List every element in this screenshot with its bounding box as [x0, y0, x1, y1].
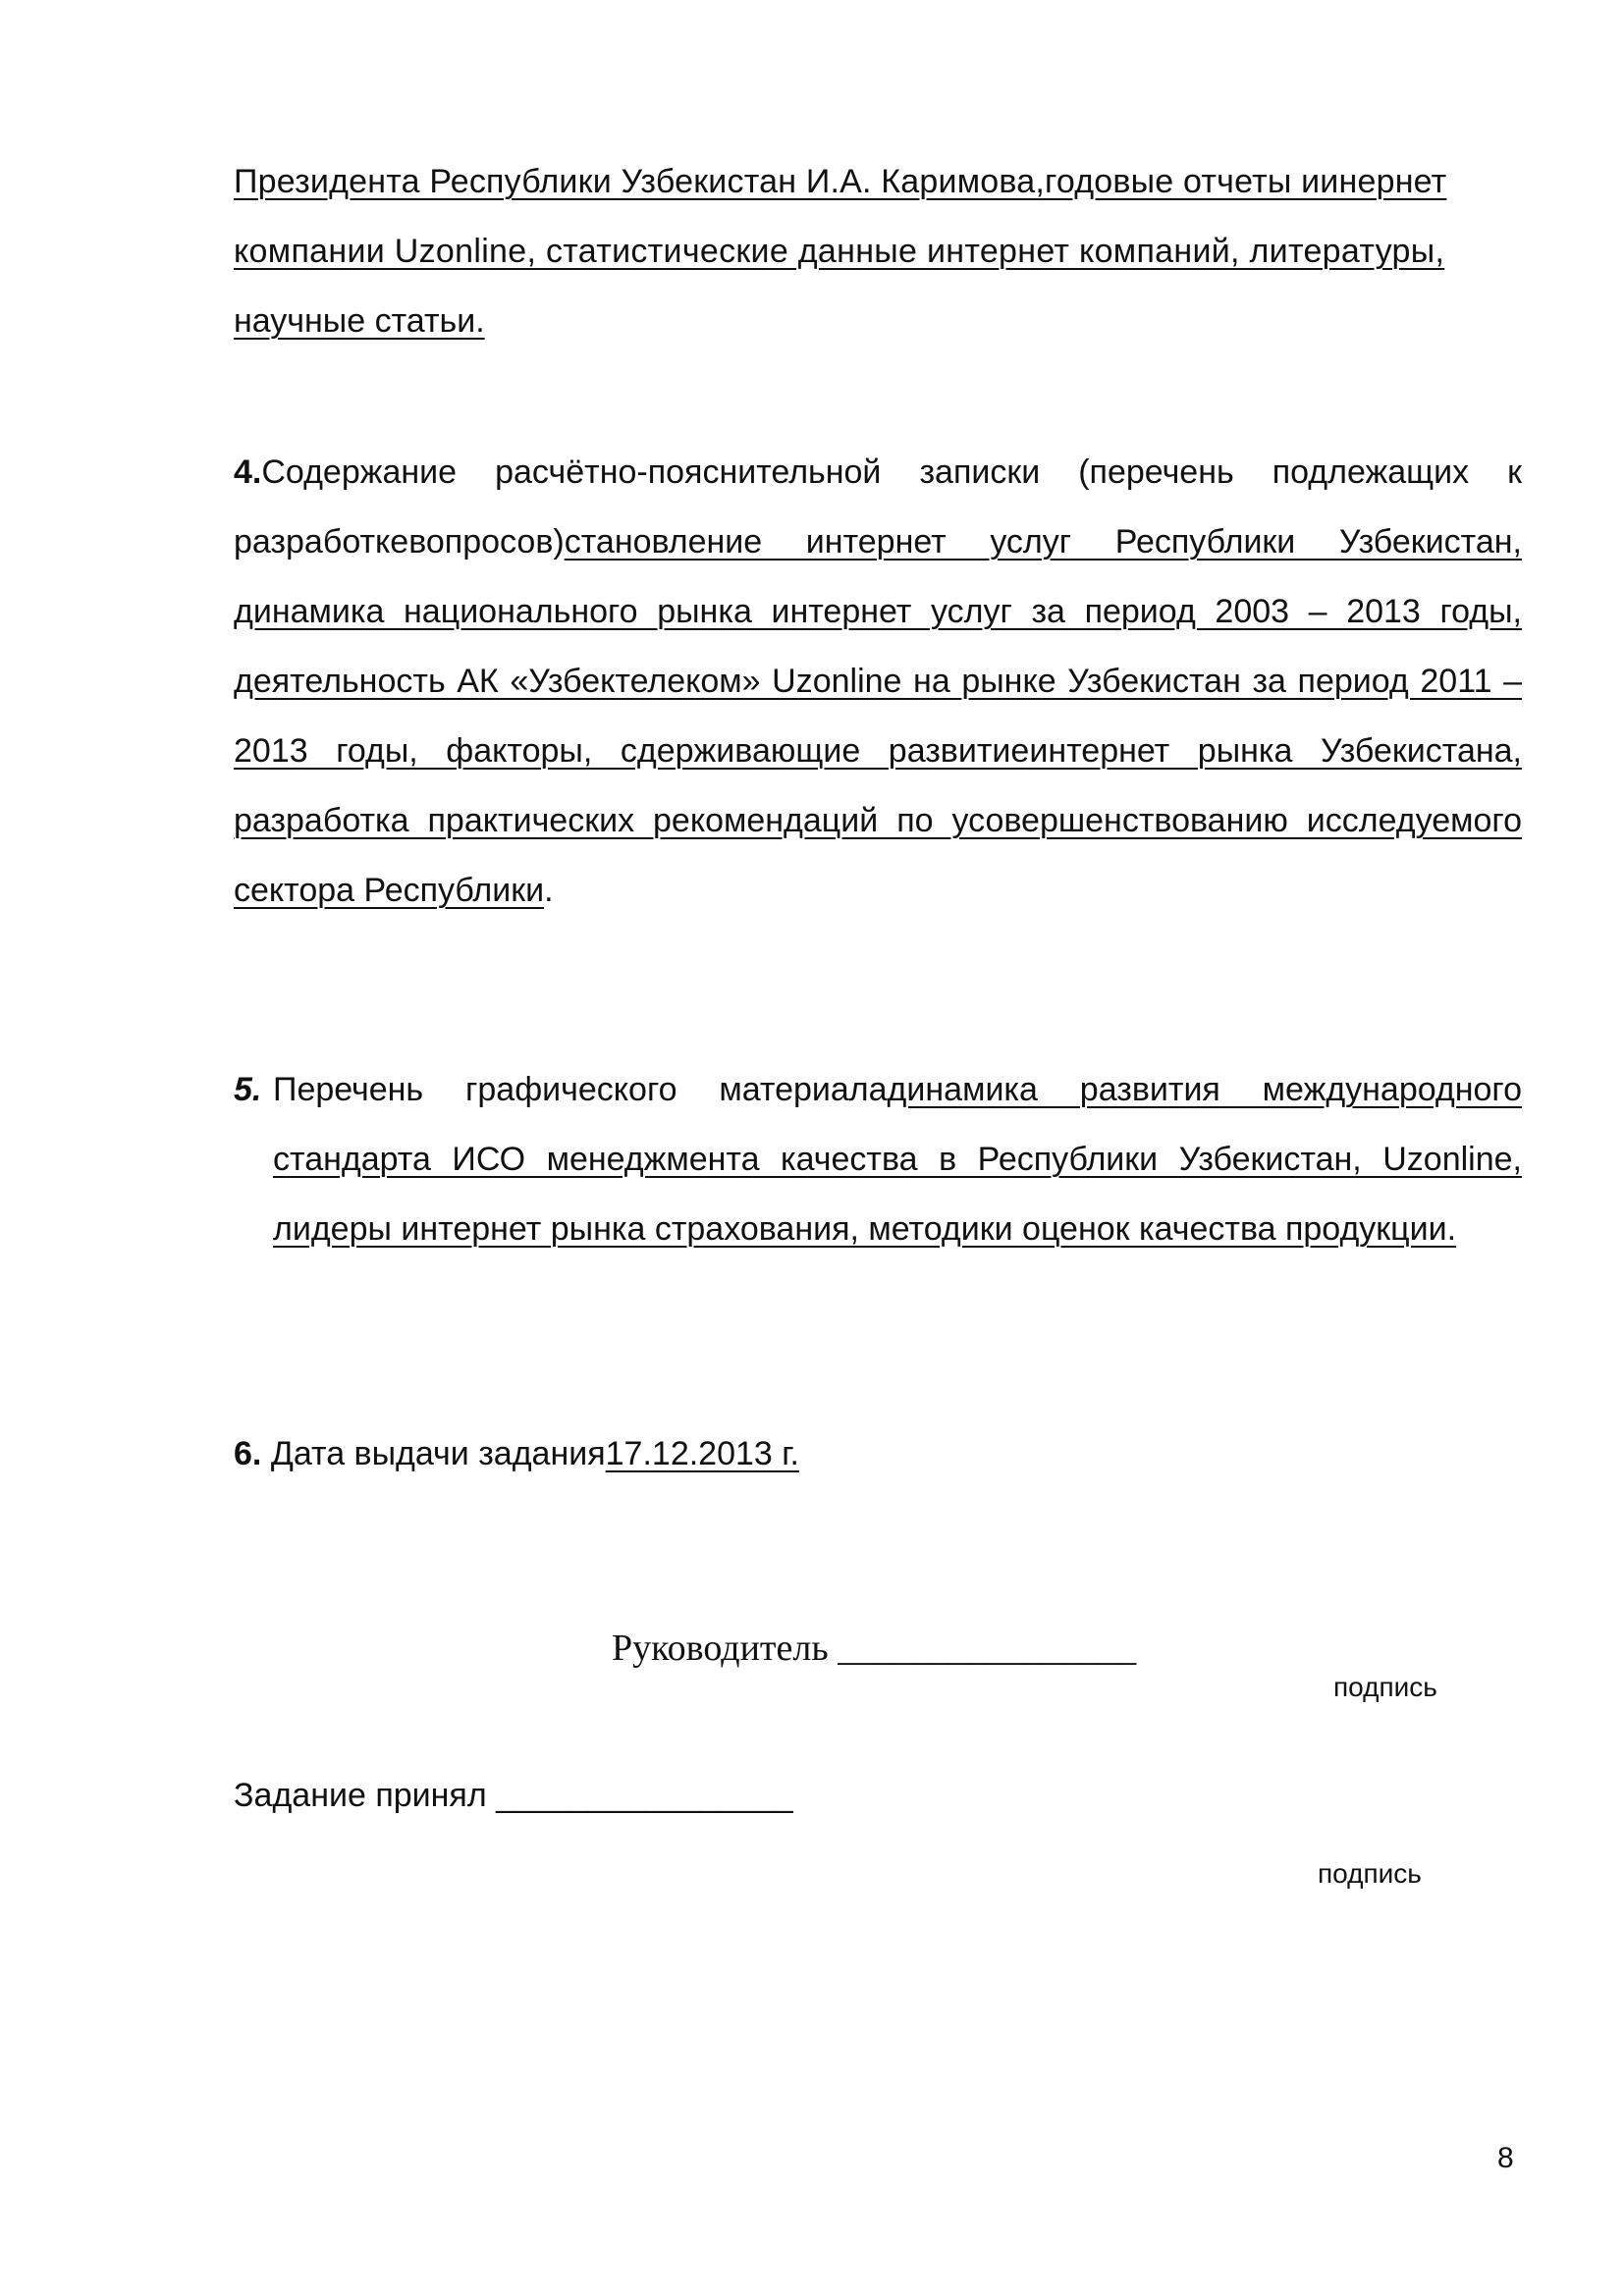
supervisor-caption: подпись: [1333, 1672, 1437, 1702]
supervisor-signature: [612, 1627, 1136, 1670]
section5: [234, 1055, 1522, 1264]
section5-number: 5.: [234, 1071, 262, 1108]
section6: [234, 1435, 799, 1473]
section4: [234, 438, 1522, 926]
section4-end: .: [544, 872, 554, 909]
section4-label: Содержание расчётно-пояснительной записки (перечень подлежащих к разработкевопросов): [234, 454, 1522, 561]
accepted-label: Задание принял: [234, 1777, 487, 1814]
accepted-blank: ________________: [496, 1777, 793, 1814]
issue-date: 17.12.2013 г.: [605, 1435, 799, 1472]
supervisor-label: Руководитель: [612, 1628, 829, 1669]
section5-content: динамика развития международного стандарта ИСО менеджмента качества в Республики Узбекистан, Uzonline, лидеры интернет рынка страхования, методики оценок качества продукции.: [273, 1071, 1522, 1248]
section4-number: 4.: [234, 454, 262, 491]
text-line: научные статьи.: [234, 302, 485, 340]
accepted-caption: подпись: [1318, 1858, 1422, 1889]
supervisor-blank: ________________: [838, 1628, 1137, 1669]
accepted-signature: [234, 1777, 793, 1815]
text-line: Президента Республики Узбекистан И.А. Каримова,годовые отчеты иинернет: [234, 163, 1447, 200]
section5-label: Перечень графического материала: [273, 1071, 888, 1108]
section4-content: становление интернет услуг Республики Узбекистан, динамика национального рынка интернет услуг за период 2003 – 2013 годы, деятельность АК «Узбектелеком» Uzonline на рынке Узбекистан за период 2011 – 2013 годы, факторы, сдерживающие развитиеинтернет рынка Узбекистана, разработка практических рекомендаций по усовершенствованию исследуемого сектора Республики: [234, 523, 1522, 909]
text-line: компании Uzonline, статистические данные интернет компаний, литературы,: [234, 233, 1445, 270]
page-number: 8: [1497, 2142, 1514, 2174]
section6-number: 6.: [234, 1435, 262, 1472]
section6-label: Дата выдачи задания: [270, 1435, 606, 1472]
section3-continuation: [234, 147, 1522, 356]
